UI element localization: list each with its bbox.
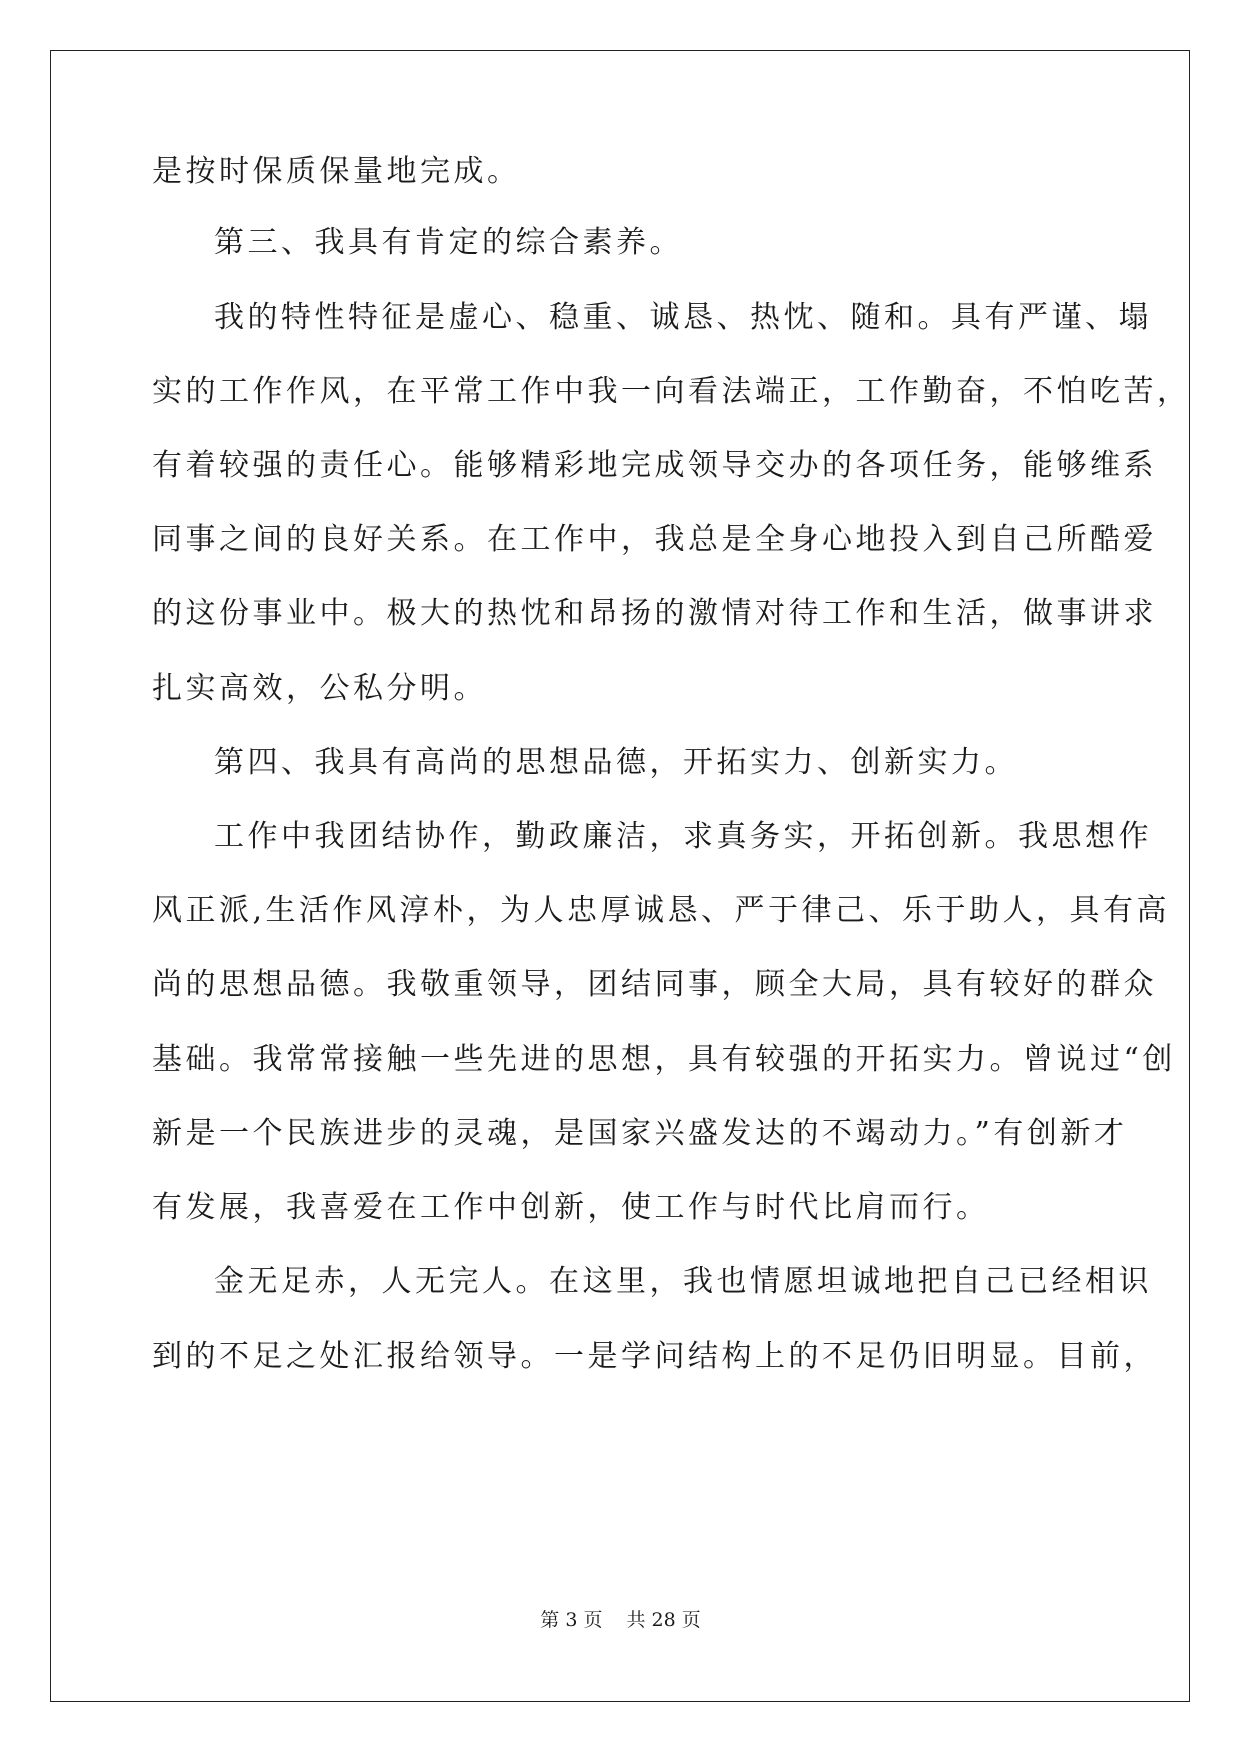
text-line: 基础。我常常接触一些先进的思想，具有较强的开拓实力。曾说过“创 xyxy=(152,1042,1176,1077)
text-line: 到的不足之处汇报给领导。一是学问结构上的不足仍旧明显。目前， xyxy=(152,1339,1157,1374)
page-footer xyxy=(0,1608,1241,1632)
section-heading: 第三、我具有肯定的综合素养。 xyxy=(214,225,683,260)
text-line: 金无足赤，人无完人。在这里，我也情愿坦诚地把自己已经相识 xyxy=(214,1264,1152,1299)
text-line: 扎实高效，公私分明。 xyxy=(152,671,487,706)
page-total: 共 28 页 xyxy=(626,1609,701,1631)
text-line: 有发展，我喜爱在工作中创新，使工作与时代比肩而行。 xyxy=(152,1190,990,1225)
section-heading: 第四、我具有高尚的思想品德，开拓实力、创新实力。 xyxy=(214,745,1018,780)
text-line: 实的工作作风，在平常工作中我一向看法端正，工作勤奋，不怕吃苦， xyxy=(152,374,1191,409)
text-line: 风正派,生活作风淳朴，为人忠厚诚恳、严于律己、乐于助人，具有高 xyxy=(152,893,1171,928)
text-line: 有着较强的责任心。能够精彩地完成领导交办的各项任务，能够维系 xyxy=(152,448,1157,483)
page-number: 第 3 页 xyxy=(540,1609,603,1631)
text-line: 是按时保质保量地完成。 xyxy=(152,154,521,189)
text-line: 尚的思想品德。我敬重领导，团结同事，顾全大局，具有较好的群众 xyxy=(152,967,1157,1002)
text-line: 我的特性特征是虚心、稳重、诚恳、热忱、随和。具有严谨、塌 xyxy=(214,300,1152,335)
text-line: 的这份事业中。极大的热忱和昂扬的激情对待工作和生活，做事讲求 xyxy=(152,596,1157,631)
text-line: 同事之间的良好关系。在工作中，我总是全身心地投入到自己所酷爱 xyxy=(152,522,1157,557)
text-line: 工作中我团结协作，勤政廉洁，求真务实，开拓创新。我思想作 xyxy=(214,819,1152,854)
text-line: 新是一个民族进步的灵魂，是国家兴盛发达的不竭动力。”有创新才 xyxy=(152,1116,1128,1151)
